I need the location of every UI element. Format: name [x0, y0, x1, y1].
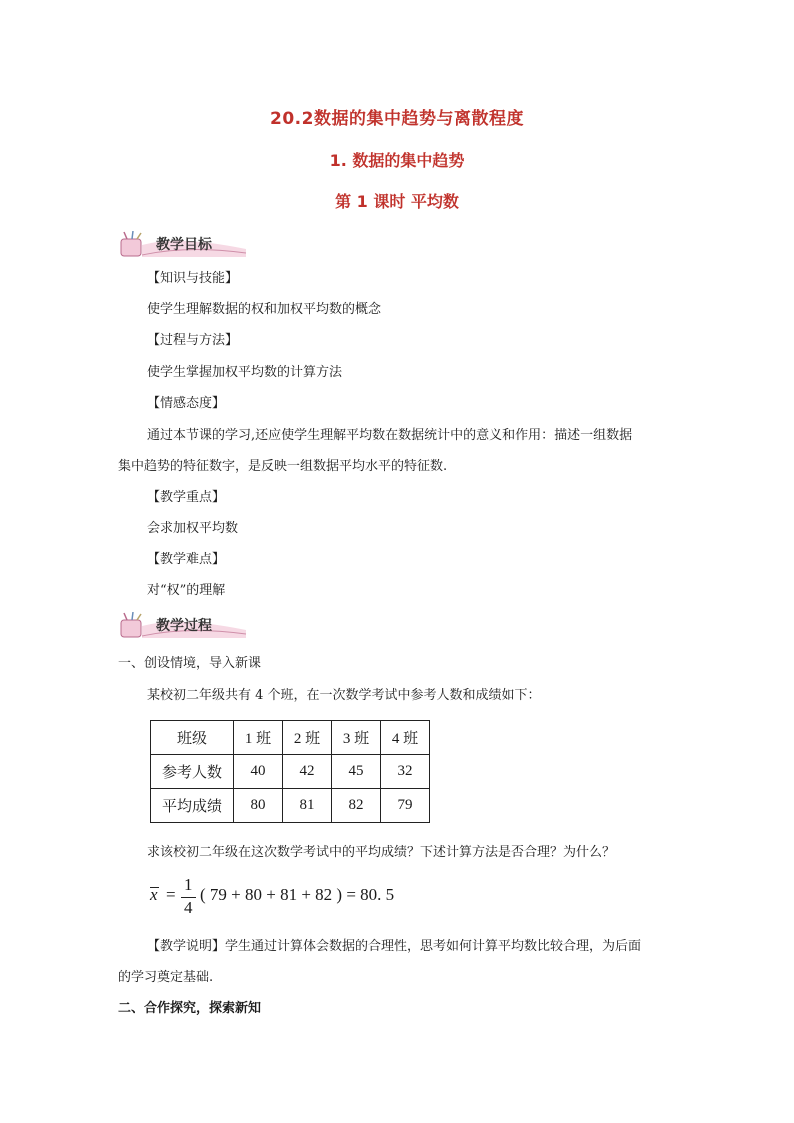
- scores-table: [150, 720, 430, 823]
- formula-numerator: 1: [184, 875, 193, 894]
- difficulty-text: 对“权”的理解: [147, 583, 226, 598]
- teaching-note-line-2: 的学习奠定基础.: [118, 970, 214, 985]
- formula-denominator: 4: [184, 898, 193, 917]
- process-text: 使学生掌握加权平均数的计算方法: [147, 365, 343, 380]
- table-cell: 3 班: [332, 721, 381, 755]
- emotion-text-line-2: 集中趋势的特征数字，是反映一组数据平均水平的特征数.: [118, 459, 448, 474]
- table-row: [151, 755, 430, 789]
- table-cell: 45: [332, 755, 381, 789]
- section-title: 1. 数据的集中趋势: [329, 151, 465, 170]
- table-row: [151, 789, 430, 823]
- table-cell: 1 班: [234, 721, 283, 755]
- lesson-title: 第 1 课时 平均数: [335, 192, 459, 211]
- emotion-label: 【情感态度】: [147, 396, 226, 411]
- table-cell: 2 班: [283, 721, 332, 755]
- key-point-label: 【教学重点】: [147, 490, 226, 505]
- formula-expression: ( 79 + 80 + 81 + 82 ) = 80. 5: [200, 885, 395, 904]
- table-cell: 40: [234, 755, 283, 789]
- step1-heading: 一、创设情境，导入新课: [118, 656, 262, 671]
- teaching-note-line-1: 【教学说明】学生通过计算体会数据的合理性，思考如何计算平均数比较合理，为后面: [147, 939, 642, 954]
- knowledge-text: 使学生理解数据的权和加权平均数的概念: [147, 302, 382, 317]
- table-cell: 32: [381, 755, 430, 789]
- document-title: 20.2数据的集中趋势与离散程度: [270, 109, 524, 129]
- table-cell: 80: [234, 789, 283, 823]
- objectives-banner-label: 教学目标: [156, 237, 212, 253]
- question-text: 求该校初二年级在这次数学考试中的平均成绩？下述计算方法是否合理？为什么？: [147, 845, 616, 860]
- knowledge-label: 【知识与技能】: [147, 271, 239, 286]
- difficulty-label: 【教学难点】: [147, 552, 226, 567]
- process-banner: [118, 612, 248, 640]
- objectives-banner: [118, 231, 248, 259]
- table-cell: 42: [283, 755, 332, 789]
- average-formula: [150, 875, 450, 919]
- process-banner-label: 教学过程: [156, 618, 212, 634]
- table-cell: 参考人数: [151, 755, 234, 789]
- formula-xbar: x: [150, 885, 158, 904]
- emotion-text-line-1: 通过本节课的学习,还应使学生理解平均数在数据统计中的意义和作用：描述一组数据: [147, 428, 633, 443]
- table-cell: 81: [283, 789, 332, 823]
- table-cell: 4 班: [381, 721, 430, 755]
- process-label: 【过程与方法】: [147, 333, 239, 348]
- table-cell: 79: [381, 789, 430, 823]
- table-header-row: [151, 721, 430, 755]
- table-cell: 82: [332, 789, 381, 823]
- table-cell: 平均成绩: [151, 789, 234, 823]
- step2-heading: 二、合作探究，探索新知: [118, 1001, 262, 1016]
- table-cell: 班级: [151, 721, 234, 755]
- formula-equals: =: [166, 885, 176, 904]
- step1-intro: 某校初二年级共有 4 个班，在一次数学考试中参考人数和成绩如下：: [147, 688, 541, 703]
- key-point-text: 会求加权平均数: [147, 521, 239, 536]
